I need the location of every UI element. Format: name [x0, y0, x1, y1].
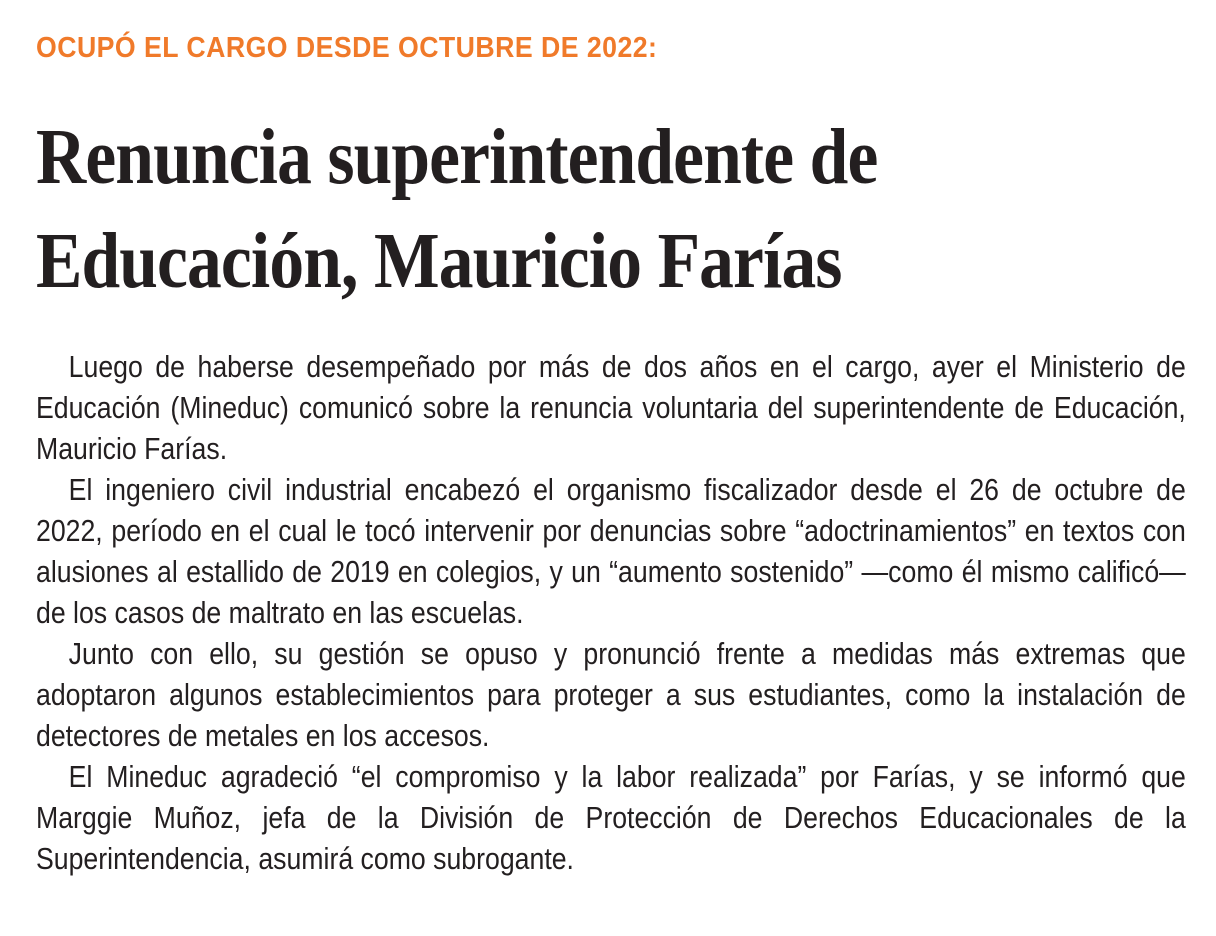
- article-body: [36, 346, 1186, 879]
- article-headline: [36, 106, 1127, 314]
- article-kicker: OCUPÓ EL CARGO DESDE OCTUBRE DE 2022:: [36, 32, 658, 64]
- article-paragraph-4: El Mineduc agradeció “el compromiso y la labor realizada” por Farías, y se informó que Marggie Muñoz, jefa de la División de Protección de Derechos Educacionales de la Superintendencia, asumirá como subrogante.: [36, 759, 1186, 876]
- news-article: [36, 26, 1186, 879]
- article-paragraph-3: Junto con ello, su gestión se opuso y pronunció frente a medidas más extremas que adoptaron algunos establecimientos para proteger a sus estudiantes, como la instalación de detectores de metales en los accesos.: [36, 636, 1186, 753]
- article-paragraph-2: El ingeniero civil industrial encabezó el organismo fiscalizador desde el 26 de octubre de 2022, período en el cual le tocó intervenir por denuncias sobre “adoctrinamientos” en textos con alusiones al estallido de 2019 en colegios, y un “aumento sostenido” —como él mismo calificó— de los casos de maltrato en las escuelas.: [36, 472, 1186, 630]
- headline-line-2: Educación, Mauricio Farías: [36, 218, 842, 305]
- headline-line-1: Renuncia superintendente de: [36, 114, 878, 201]
- article-paragraph-1: Luego de haberse desempeñado por más de dos años en el cargo, ayer el Ministerio de Educación (Mineduc) comunicó sobre la renuncia voluntaria del superintendente de Educación, Mauricio Farías.: [36, 349, 1186, 466]
